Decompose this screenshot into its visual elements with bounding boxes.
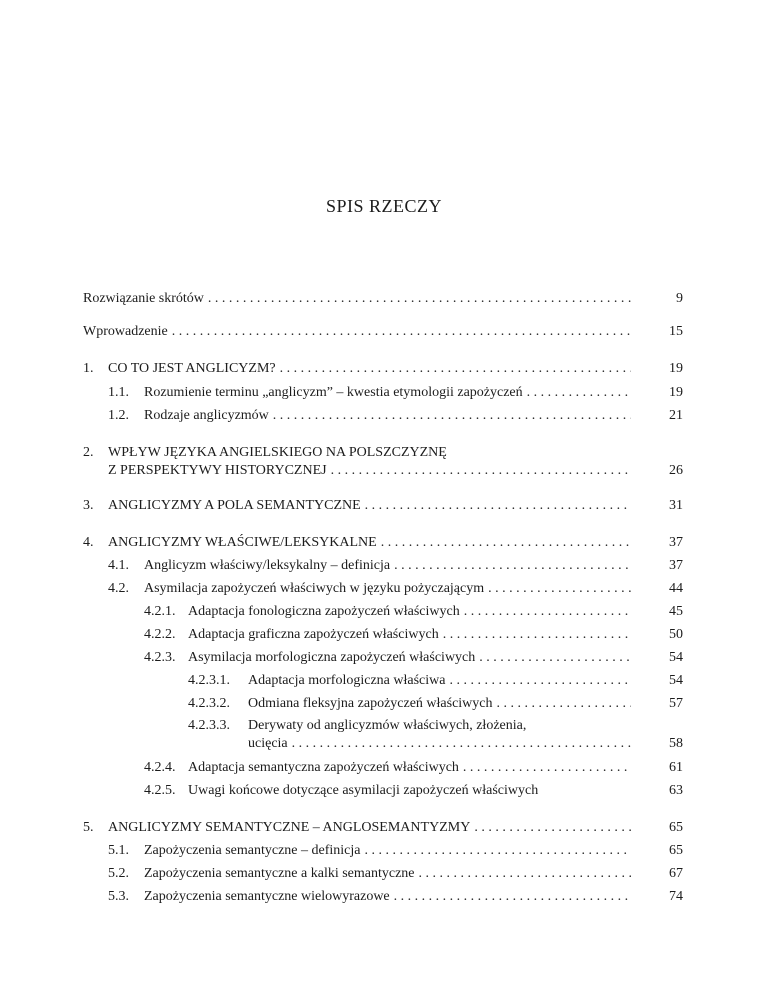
dot-leader: [361, 841, 632, 861]
toc-subsection: [83, 625, 683, 645]
toc-entry-title: Asymilacja morfologiczna zapożyczeń właściwych: [188, 650, 476, 665]
toc-entry-number: 4.2.3.2.: [188, 696, 230, 711]
dot-leader: [439, 625, 631, 645]
toc-page-number: 61: [669, 760, 683, 775]
toc-entry-title: Rozumienie terminu „anglicyzm” – kwestia etymologii zapożyczeń: [144, 385, 523, 400]
toc-page-number: 37: [669, 558, 683, 573]
toc-entry-title: ANGLICYZMY A POLA SEMANTYCZNE: [108, 498, 361, 513]
toc-section: [83, 864, 683, 884]
toc-entry-title: Adaptacja morfologiczna właściwa: [248, 673, 446, 688]
toc-entry-number: 5.3.: [108, 889, 129, 904]
toc-entry-number: 4.1.: [108, 558, 129, 573]
toc-page-number: 19: [669, 361, 683, 376]
toc-page-number: 21: [669, 408, 683, 423]
toc-page-number: 15: [669, 324, 683, 339]
toc-entry-title: ucięcia: [248, 736, 288, 751]
dot-leader: [168, 322, 631, 342]
dot-leader: [415, 864, 631, 884]
toc-entry-number: 3.: [83, 498, 94, 513]
toc-entry-title: Zapożyczenia semantyczne – definicja: [144, 843, 361, 858]
toc-chapter-first-line: [83, 443, 683, 463]
toc-chapter: [83, 533, 683, 553]
toc-section: [83, 406, 683, 426]
dot-leader: [493, 694, 631, 714]
dot-leader: [361, 496, 631, 516]
dot-leader: [523, 383, 631, 403]
toc-entry-title: Rodzaje anglicyzmów: [144, 408, 269, 423]
toc-entry-number: 4.2.3.1.: [188, 673, 230, 688]
toc-entry-title: Zapożyczenia semantyczne wielowyrazowe: [144, 889, 390, 904]
toc-entry: [83, 322, 683, 342]
toc-page-number: 50: [669, 627, 683, 642]
toc-entry: [83, 289, 683, 309]
dot-leader: [475, 648, 631, 668]
toc-entry-number: 4.2.: [108, 581, 129, 596]
toc-subsubsection: [83, 734, 683, 754]
toc-entry-title: Rozwiązanie skrótów: [83, 291, 204, 306]
dot-leader: [269, 406, 631, 426]
toc-page-number: 54: [669, 673, 683, 688]
toc-section: [83, 841, 683, 861]
toc-entry-number: 4.: [83, 535, 94, 550]
toc-page-number: 58: [669, 736, 683, 751]
toc-entry-title: Uwagi końcowe dotyczące asymilacji zapożyczeń właściwych: [188, 783, 539, 798]
toc-entry-number: 1.1.: [108, 385, 129, 400]
toc-page-number: 63: [669, 783, 683, 798]
toc-entry-title: Anglicyzm właściwy/leksykalny – definicja: [144, 558, 391, 573]
toc-entry-title: Adaptacja fonologiczna zapożyczeń właściwych: [188, 604, 460, 619]
toc-entry-number: 4.2.2.: [144, 627, 176, 642]
toc-page-number: 26: [669, 463, 683, 478]
toc-entry-number: 2.: [83, 445, 94, 460]
toc-entry-number: 5.2.: [108, 866, 129, 881]
toc-page-number: 37: [669, 535, 683, 550]
toc-chapter: [83, 461, 683, 481]
toc-entry-number: 4.2.1.: [144, 604, 176, 619]
toc-subsubsection-first-line: [83, 716, 683, 736]
dot-leader: [445, 671, 631, 691]
dot-leader: [390, 556, 631, 576]
toc-page-number: 57: [669, 696, 683, 711]
toc-page-number: 45: [669, 604, 683, 619]
toc-section: [83, 556, 683, 576]
toc-entry-title: Z PERSPEKTYWY HISTORYCZNEJ: [108, 463, 327, 478]
toc-entry-number: 5.: [83, 820, 94, 835]
toc-entry-title-line: Derywaty od anglicyzmów właściwych, złożenia,: [248, 718, 527, 733]
toc-page-number: 44: [669, 581, 683, 596]
toc-chapter: [83, 818, 683, 838]
toc-entry-title: ANGLICYZMY SEMANTYCZNE – ANGLOSEMANTYZMY: [108, 820, 471, 835]
toc-section: [83, 579, 683, 599]
toc-entry-title: ANGLICYZMY WŁAŚCIWE/LEKSYKALNE: [108, 535, 377, 550]
toc-page-number: 67: [669, 866, 683, 881]
toc-entry-title: Adaptacja semantyczna zapożyczeń właściwych: [188, 760, 459, 775]
toc-entry-number: 4.2.5.: [144, 783, 176, 798]
toc-entry-number: 4.2.3.3.: [188, 718, 230, 733]
toc-page-number: 9: [676, 291, 683, 306]
dot-leader: [276, 359, 631, 379]
toc-subsection: [83, 602, 683, 622]
toc-subsubsection: [83, 671, 683, 691]
toc-subsection: [83, 648, 683, 668]
dot-leader: [470, 818, 631, 838]
toc-chapter: [83, 496, 683, 516]
toc-entry-number: 1.2.: [108, 408, 129, 423]
toc-chapter: [83, 359, 683, 379]
dot-leader: [460, 602, 631, 622]
dot-leader: [390, 887, 631, 907]
toc-section: [83, 383, 683, 403]
toc-entry-title: Adaptacja graficzna zapożyczeń właściwych: [188, 627, 439, 642]
toc-page-number: 65: [669, 843, 683, 858]
toc-entry-title: Asymilacja zapożyczeń właściwych w języku pożyczającym: [144, 581, 485, 596]
toc-entry-number: 1.: [83, 361, 94, 376]
toc-page-number: 54: [669, 650, 683, 665]
dot-leader: [204, 289, 631, 309]
toc-entry-title: CO TO JEST ANGLICYZM?: [108, 361, 276, 376]
toc-entry-title: Zapożyczenia semantyczne a kalki semantyczne: [144, 866, 415, 881]
toc-subsection: [83, 758, 683, 778]
toc-entry-title: Wprowadzenie: [83, 324, 168, 339]
dot-leader: [484, 579, 631, 599]
toc-page-number: 74: [669, 889, 683, 904]
toc-entry-number: 5.1.: [108, 843, 129, 858]
toc-entry-number: 4.2.4.: [144, 760, 176, 775]
dot-leader: [459, 758, 631, 778]
toc-entry-number: 4.2.3.: [144, 650, 176, 665]
toc-section: [83, 887, 683, 907]
dot-leader: [288, 734, 631, 754]
dot-leader: [327, 461, 631, 481]
toc-page-number: 31: [669, 498, 683, 513]
toc-subsubsection: [83, 694, 683, 714]
page-title: SPIS RZECZY: [325, 196, 443, 216]
toc-page-number: 65: [669, 820, 683, 835]
toc-entry-title: Odmiana fleksyjna zapożyczeń właściwych: [248, 696, 493, 711]
toc-page-number: 19: [669, 385, 683, 400]
toc-subsection: [83, 781, 683, 801]
dot-leader: [377, 533, 631, 553]
toc-entry-title-line: WPŁYW JĘZYKA ANGIELSKIEGO NA POLSZCZYZNĘ: [108, 445, 447, 460]
